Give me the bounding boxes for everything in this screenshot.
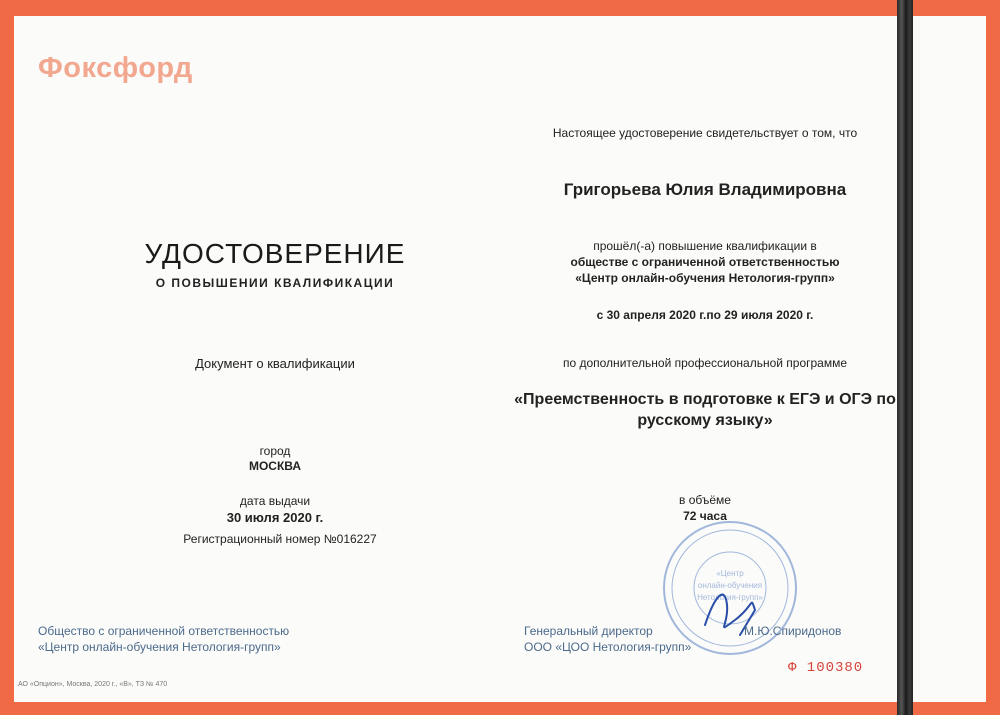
director-name: М.Ю.Спиридонов <box>744 624 842 638</box>
certificate-title: УДОСТОВЕРЕНИЕ <box>144 238 406 269</box>
city-label: город <box>259 444 291 458</box>
qualification-line1: прошёл(-а) повышение квалификации в <box>593 239 817 253</box>
course-title: «Преемственность в подготовке к ЕГЭ и ОГЭ по русскому языку» <box>514 391 896 429</box>
issue-date-value: 30 июля 2020 г. <box>226 510 324 525</box>
qualification-line2: обществе с ограниченной ответственностью <box>570 255 840 269</box>
binding-stripe <box>897 0 913 715</box>
printer-note: АО «Опцион», Москва, 2020 г., «В», ТЗ № 470 <box>18 681 168 688</box>
volume-value: 72 часа <box>683 509 727 523</box>
stamp-text-line3: Нетология-групп» <box>697 593 763 602</box>
certificate-subtitle: О ПОВЫШЕНИИ КВАЛИФИКАЦИИ <box>155 276 395 290</box>
city-value: МОСКВА <box>248 459 302 473</box>
director-organization: ООО «ЦОО Нетология-групп» <box>524 640 692 654</box>
stamp-text-line2: онлайн-обучения <box>697 581 763 590</box>
stamp-text-line1: «Центр <box>716 569 744 578</box>
foxford-logo: Фоксфорд <box>38 52 193 84</box>
issuer-org-line1: Общество с ограниченной ответственностью <box>38 624 290 638</box>
director-title: Генеральный директор <box>524 624 653 638</box>
document-type: Документ о квалификации <box>195 356 355 371</box>
certificate-intro: Настоящее удостоверение свидетельствует о том, что <box>552 126 858 140</box>
serial-number: Ф 100380 <box>788 660 864 676</box>
recipient-name: Григорьева Юлия Владимировна <box>563 180 847 199</box>
training-period: с 30 апреля 2020 г.по 29 июля 2020 г. <box>596 308 814 322</box>
issuer-org-line2: «Центр онлайн-обучения Нетология-групп» <box>38 640 281 654</box>
program-intro: по дополнительной профессиональной программе <box>562 356 848 370</box>
volume-label: в объёме <box>679 493 731 507</box>
registration-number: Регистрационный номер №016227 <box>183 532 377 546</box>
issue-date-label: дата выдачи <box>239 494 311 508</box>
qualification-line3: «Центр онлайн-обучения Нетология-групп» <box>575 271 835 285</box>
